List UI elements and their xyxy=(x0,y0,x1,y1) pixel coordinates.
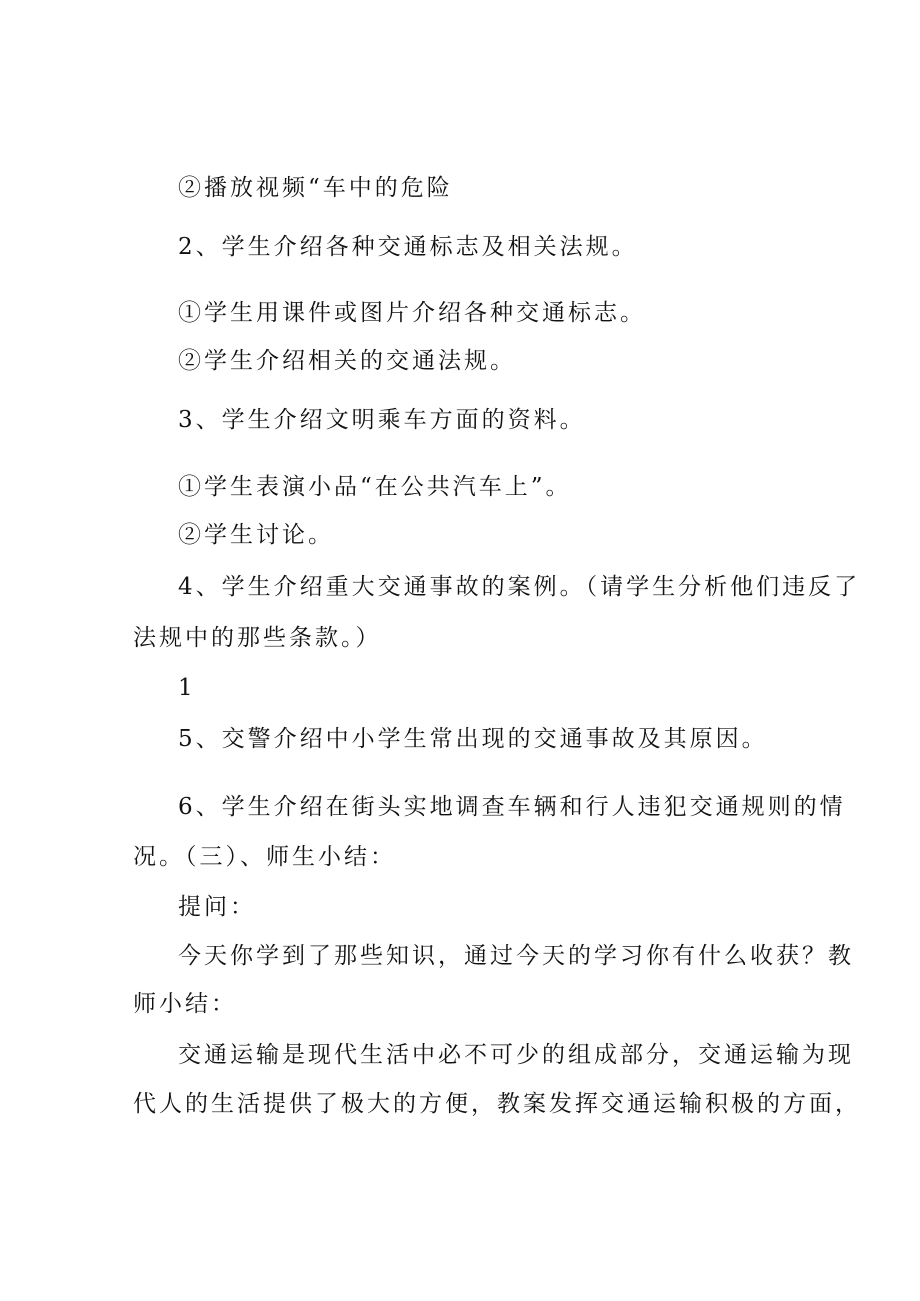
text-line-item-5: 5、交警介绍中小学生常出现的交通事故及其原因。 xyxy=(178,726,768,752)
text-line-teacher-summary: 师小结： xyxy=(133,991,237,1017)
text-line-transport-cont: 代人的生活提供了极大的方便，教案发挥交通运输积极的方面， xyxy=(133,1091,861,1117)
text-line-item-6: 6、学生介绍在街头实地调查车辆和行人违犯交通规则的情 xyxy=(178,794,846,820)
text-line-item-6-cont: 况。（三）、师生小结： xyxy=(133,844,396,870)
text-line-discussion: ②学生讨论。 xyxy=(178,522,334,548)
text-line-traffic-laws: ②学生介绍相关的交通法规。 xyxy=(178,348,516,374)
text-line-item-3: 3、学生介绍文明乘车方面的资料。 xyxy=(178,407,586,433)
text-line-item-2: 2、学生介绍各种交通标志及相关法规。 xyxy=(178,234,638,260)
text-line-video: ②播放视频“车中的危险 xyxy=(178,175,453,201)
text-line-today: 今天你学到了那些知识，通过今天的学习你有什么收获？教 xyxy=(178,943,854,969)
page-number: 1 xyxy=(178,675,196,701)
text-line-traffic-signs: ①学生用课件或图片介绍各种交通标志。 xyxy=(178,300,646,326)
text-line-transport: 交通运输是现代生活中必不可少的组成部分，交通运输为现 xyxy=(178,1042,854,1068)
text-line-item-4: 4、学生介绍重大交通事故的案例。（请学生分析他们违反了 xyxy=(178,574,861,600)
text-line-skit: ①学生表演小品“在公共汽车上”。 xyxy=(178,474,572,500)
text-line-question: 提问： xyxy=(178,894,256,920)
text-line-item-4-cont: 法规中的那些条款。） xyxy=(133,625,382,651)
